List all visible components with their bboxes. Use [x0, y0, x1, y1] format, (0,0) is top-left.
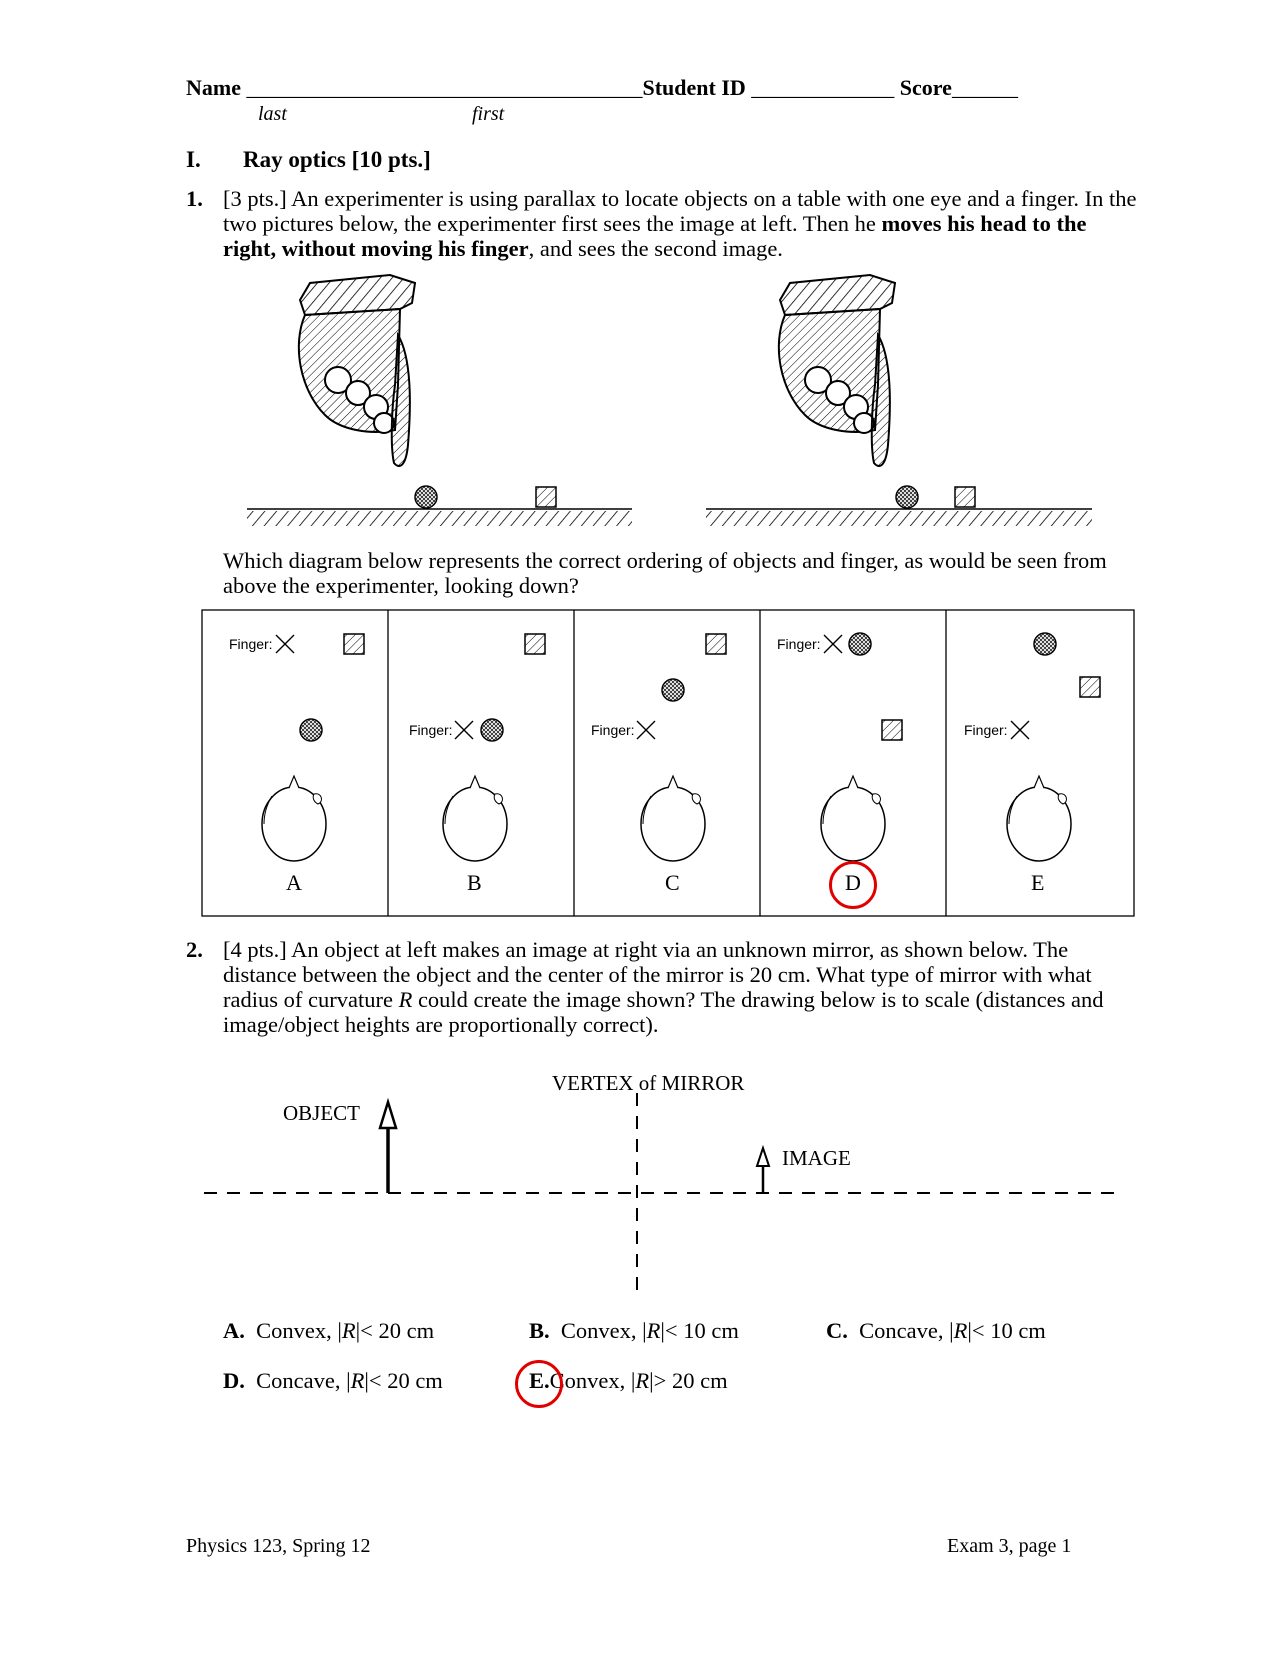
- section-number: I.: [186, 147, 201, 172]
- panel-label-d: D: [845, 870, 861, 895]
- q1-prompt: Which diagram below represents the correct ordering of objects and finger, as would be seen from above the experimenter, looking down?: [223, 548, 1107, 598]
- answer-mark-circle-e: [515, 1360, 563, 1408]
- option-d: D. Concave, |R|< 20 cm: [223, 1368, 443, 1393]
- q1-number: 1.: [186, 186, 203, 211]
- option-e: E.Convex, |R|> 20 cm: [529, 1368, 728, 1393]
- hatched-block-icon: [882, 720, 902, 740]
- panel-label-c: C: [665, 870, 680, 895]
- name-label: Name: [186, 75, 241, 100]
- q2-number: 2.: [186, 937, 203, 962]
- hand-pointing-icon: [779, 275, 895, 466]
- panel-e: [1007, 633, 1100, 861]
- hatched-block-icon: [536, 487, 556, 507]
- finger-label-a: Finger:: [229, 636, 273, 652]
- finger-x-icon: [637, 721, 655, 739]
- score-blank: ______: [951, 75, 1018, 100]
- vertex-label: VERTEX of MIRROR: [552, 1071, 745, 1095]
- sphere-icon: [662, 679, 684, 701]
- finger-label-c: Finger:: [591, 722, 635, 738]
- finger-x-icon: [1011, 721, 1029, 739]
- panel-c: [637, 634, 726, 861]
- score-label: Score: [899, 75, 952, 100]
- hatched-block-icon: [525, 634, 545, 654]
- sphere-icon: [481, 719, 503, 741]
- hatched-block-icon: [344, 634, 364, 654]
- finger-x-icon: [455, 721, 473, 739]
- footer-right: Exam 3, page 1: [947, 1535, 1072, 1557]
- name-blank: ____________________________________: [246, 75, 643, 100]
- panel-label-e: E: [1031, 870, 1045, 895]
- image-arrow: [757, 1148, 769, 1193]
- finger-label-b: Finger:: [409, 722, 453, 738]
- panel-a: [262, 634, 364, 861]
- section-title: Ray optics [10 pts.]: [243, 147, 431, 172]
- eye-icon: [821, 776, 885, 861]
- student-id-label: Student ID: [642, 75, 746, 100]
- hatched-block-icon: [1080, 677, 1100, 697]
- finger-x-icon: [276, 635, 294, 653]
- table-hatch-left: [247, 511, 632, 526]
- panel-b: [443, 634, 545, 861]
- object-label: OBJECT: [283, 1101, 361, 1125]
- eye-icon: [1007, 776, 1071, 861]
- panel-label-b: B: [467, 870, 482, 895]
- hatched-block-icon: [706, 634, 726, 654]
- panel-d: [821, 633, 902, 861]
- first-name-caption: first: [472, 103, 505, 125]
- object-arrow: [380, 1102, 396, 1193]
- eye-icon: [443, 776, 507, 861]
- option-c: C. Concave, |R|< 10 cm: [826, 1318, 1046, 1343]
- finger-x-icon: [824, 635, 842, 653]
- sphere-icon: [896, 486, 918, 508]
- hand-pointing-icon: [299, 275, 415, 466]
- sphere-icon: [300, 719, 322, 741]
- answer-mark-circle-d: [829, 861, 877, 909]
- footer-left: Physics 123, Spring 12: [186, 1535, 371, 1557]
- sphere-icon: [849, 633, 871, 655]
- image-label: IMAGE: [782, 1146, 851, 1170]
- panel-label-a: A: [286, 870, 302, 895]
- eye-icon: [641, 776, 705, 861]
- option-b: B. Convex, |R|< 10 cm: [529, 1318, 739, 1343]
- q2-text: [4 pts.] An object at left makes an image at right via an unknown mirror, as shown below. The distance between the object and the center of the mirror is 20 cm. What type of mirror with what radius of curvature R could create the image shown? The drawing below is to scale (distances and image/object heights are proportionally correct).: [223, 937, 1104, 1037]
- option-a: A. Convex, |R|< 20 cm: [223, 1318, 435, 1343]
- last-name-caption: last: [258, 103, 287, 125]
- student-id-blank: _____________: [751, 75, 895, 100]
- hatched-block-icon: [955, 487, 975, 507]
- sphere-icon: [415, 486, 437, 508]
- eye-icon: [262, 776, 326, 861]
- table-hatch-right: [706, 511, 1092, 526]
- finger-label-d: Finger:: [777, 636, 821, 652]
- finger-label-e: Finger:: [964, 722, 1008, 738]
- sphere-icon: [1034, 633, 1056, 655]
- q1-text: [3 pts.] An experimenter is using parallax to locate objects on a table with one eye and a finger. In the two pictures below, the experimenter first sees the image at left. Then he moves his head to the right, without moving his finger, and sees the second image.: [223, 186, 1137, 261]
